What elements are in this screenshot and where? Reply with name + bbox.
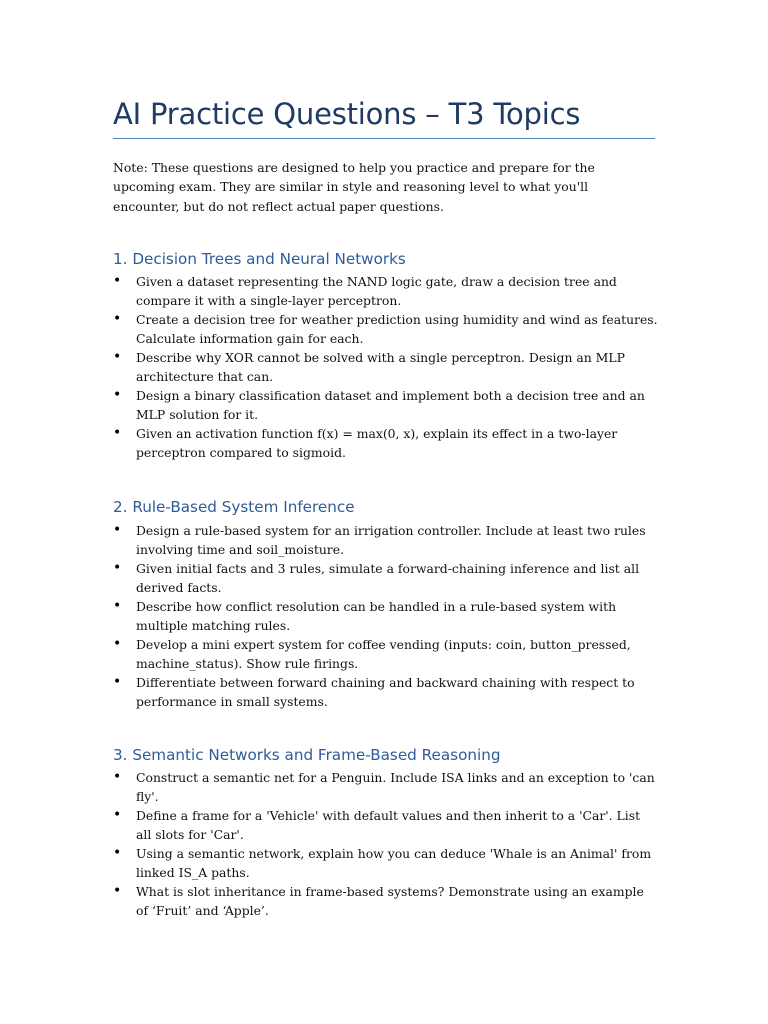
question-text: Define a frame for a 'Vehicle' with default values and then inherit to a 'Car'. List all slots for 'Car'. xyxy=(136,808,641,842)
list-item xyxy=(113,348,658,386)
bullet-icon: • xyxy=(113,425,122,441)
bullet-icon: • xyxy=(113,598,122,614)
document-title: AI Practice Questions – T3 Topics xyxy=(113,97,581,131)
question-text: Using a semantic network, explain how you can deduce 'Whale is an Animal' from linked IS_A paths. xyxy=(136,846,652,880)
question-list-decision-trees xyxy=(113,272,658,462)
bullet-icon: • xyxy=(113,883,122,899)
question-text: Describe why XOR cannot be solved with a single perceptron. Design an MLP architecture that can. xyxy=(136,350,625,384)
list-item xyxy=(113,424,658,462)
bullet-icon: • xyxy=(113,560,122,576)
question-text: Describe how conflict resolution can be handled in a rule-based system with multiple matching rules. xyxy=(136,599,617,633)
list-item xyxy=(113,597,658,635)
list-item xyxy=(113,882,658,920)
bullet-icon: • xyxy=(113,522,122,538)
bullet-icon: • xyxy=(113,845,122,861)
question-text: Design a binary classification dataset and implement both a decision tree and an MLP solution for it. xyxy=(136,388,645,422)
intro-note: Note: These questions are designed to help you practice and prepare for the upcoming exam. They are similar in style and reasoning level to what you'll encounter, but do not reflect actual paper questions. xyxy=(113,160,595,214)
bullet-icon: • xyxy=(113,311,122,327)
question-text: Develop a mini expert system for coffee vending (inputs: coin, button_pressed, machine_status). Show rule firings. xyxy=(136,637,631,671)
question-list-semantic-networks xyxy=(113,768,658,920)
list-item xyxy=(113,386,658,424)
question-text: Given a dataset representing the NAND logic gate, draw a decision tree and compare it with a single-layer perceptron. xyxy=(136,274,617,308)
list-item xyxy=(113,521,658,559)
section-heading-semantic-networks: 3. Semantic Networks and Frame-Based Reasoning xyxy=(113,746,501,764)
question-text: Given initial facts and 3 rules, simulate a forward-chaining inference and list all derived facts. xyxy=(136,561,640,595)
list-item xyxy=(113,310,658,348)
question-text: Differentiate between forward chaining and backward chaining with respect to performance in small systems. xyxy=(136,675,635,709)
title-underline xyxy=(113,138,655,139)
section-heading-rule-based: 2. Rule-Based System Inference xyxy=(113,498,355,516)
list-item xyxy=(113,559,658,597)
question-text: Create a decision tree for weather prediction using humidity and wind as features. Calculate information gain for each. xyxy=(136,312,658,346)
bullet-icon: • xyxy=(113,387,122,403)
question-text: Given an activation function f(x) = max(0, x), explain its effect in a two-layer perceptron compared to sigmoid. xyxy=(136,426,618,460)
list-item xyxy=(113,806,658,844)
bullet-icon: • xyxy=(113,769,122,785)
bullet-icon: • xyxy=(113,273,122,289)
list-item xyxy=(113,272,658,310)
question-text: What is slot inheritance in frame-based systems? Demonstrate using an example of ‘Fruit’ and ‘Apple’. xyxy=(136,884,644,918)
bullet-icon: • xyxy=(113,636,122,652)
bullet-icon: • xyxy=(113,349,122,365)
question-text: Construct a semantic net for a Penguin. Include ISA links and an exception to 'can fly'. xyxy=(136,770,655,804)
list-item xyxy=(113,673,658,711)
question-text: Design a rule-based system for an irrigation controller. Include at least two rules involving time and soil_moisture. xyxy=(136,523,646,557)
list-item xyxy=(113,635,658,673)
bullet-icon: • xyxy=(113,807,122,823)
bullet-icon: • xyxy=(113,674,122,690)
question-list-rule-based xyxy=(113,521,658,711)
section-heading-decision-trees: 1. Decision Trees and Neural Networks xyxy=(113,250,406,268)
list-item xyxy=(113,844,658,882)
list-item xyxy=(113,768,658,806)
